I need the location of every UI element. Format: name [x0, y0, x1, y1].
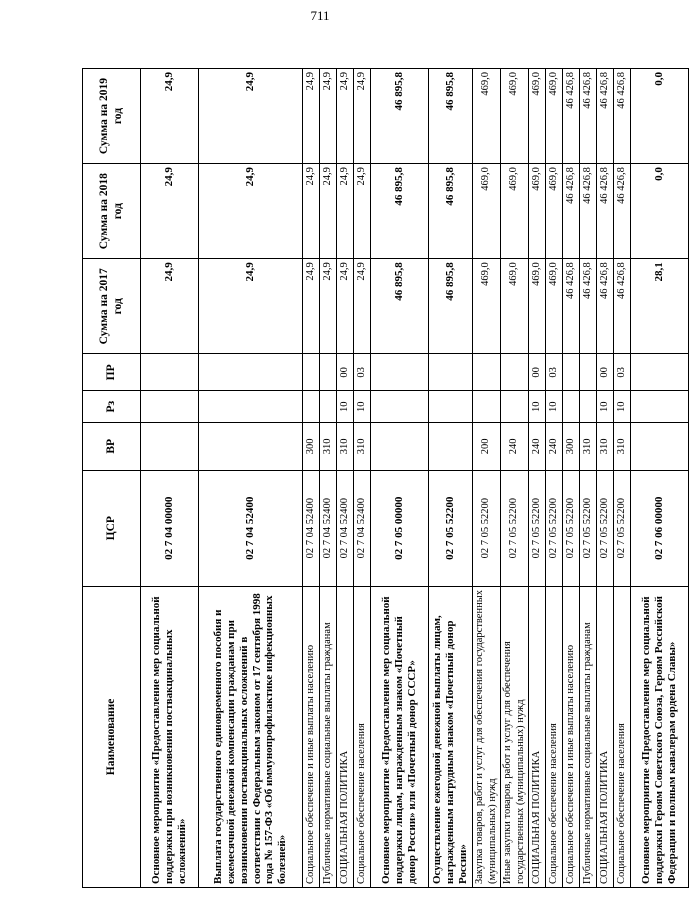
cell-vr: 310 [580, 423, 597, 471]
cell-sum-2019: 0,0 [631, 69, 689, 164]
cell-name: Социальное обеспечение населения [354, 586, 371, 887]
table-row [199, 69, 303, 888]
cell-sum-2018: 46 895,8 [371, 164, 429, 259]
page-number: 711 [310, 8, 330, 23]
cell-csr: 02 7 05 52200 [529, 470, 546, 586]
cell-vr: 310 [597, 423, 614, 471]
cell-sum-2019: 469,0 [473, 69, 501, 164]
header-csr: ЦСР [83, 470, 141, 586]
cell-sum-2017: 469,0 [546, 259, 563, 354]
cell-sum-2017: 46 426,8 [563, 259, 580, 354]
cell-pr [563, 354, 580, 391]
cell-name: Социальное обеспечение и иные выплаты населению [563, 586, 580, 887]
cell-rz: 10 [354, 391, 371, 423]
cell-pr: 03 [614, 354, 631, 391]
cell-pr [631, 354, 689, 391]
table-row [337, 69, 354, 888]
cell-csr: 02 7 04 52400 [303, 470, 320, 586]
cell-csr: 02 7 05 52200 [429, 470, 473, 586]
cell-sum-2017: 28,1 [631, 259, 689, 354]
cell-pr [429, 354, 473, 391]
cell-pr: 03 [546, 354, 563, 391]
cell-vr [429, 423, 473, 471]
cell-name: Осуществление ежегодной денежной выплаты лицам, награжденным нагрудным знаком «Почетный донор России» [429, 586, 473, 887]
cell-rz [501, 391, 529, 423]
cell-csr: 02 7 05 52200 [546, 470, 563, 586]
cell-sum-2017: 24,9 [354, 259, 371, 354]
header-sum-2019: Сумма на 2019 год [83, 69, 141, 164]
cell-pr: 03 [354, 354, 371, 391]
table-row [371, 69, 429, 888]
table-row [580, 69, 597, 888]
cell-sum-2017: 24,9 [141, 259, 199, 354]
cell-vr: 310 [320, 423, 337, 471]
cell-rz [303, 391, 320, 423]
cell-vr: 310 [354, 423, 371, 471]
cell-csr: 02 7 04 52400 [337, 470, 354, 586]
cell-vr: 300 [303, 423, 320, 471]
cell-sum-2018: 46 426,8 [614, 164, 631, 259]
header-pr: ПР [83, 354, 141, 391]
cell-sum-2017: 46 895,8 [429, 259, 473, 354]
cell-name: Закупка товаров, работ и услуг для обеспечения государственных (муниципальных) нужд [473, 586, 501, 887]
cell-name: Основное мероприятие «Предоставление мер социальной поддержки при возникновении поствакцинальных осложнений» [141, 586, 199, 887]
cell-pr: 00 [529, 354, 546, 391]
cell-vr: 310 [337, 423, 354, 471]
cell-sum-2019: 469,0 [546, 69, 563, 164]
cell-sum-2018: 46 426,8 [597, 164, 614, 259]
cell-sum-2017: 469,0 [473, 259, 501, 354]
table-row [320, 69, 337, 888]
cell-sum-2019: 46 426,8 [580, 69, 597, 164]
cell-sum-2017: 24,9 [337, 259, 354, 354]
cell-rz [580, 391, 597, 423]
cell-sum-2019: 24,9 [141, 69, 199, 164]
cell-pr [501, 354, 529, 391]
cell-vr: 240 [501, 423, 529, 471]
cell-vr [371, 423, 429, 471]
cell-sum-2018: 0,0 [631, 164, 689, 259]
cell-sum-2017: 469,0 [529, 259, 546, 354]
cell-sum-2019: 24,9 [320, 69, 337, 164]
cell-sum-2019: 46 426,8 [597, 69, 614, 164]
cell-sum-2018: 24,9 [199, 164, 303, 259]
cell-sum-2018: 24,9 [337, 164, 354, 259]
cell-name: Иные закупки товаров, работ и услуг для обеспечения государственных (муниципальных) нужд [501, 586, 529, 887]
cell-sum-2018: 24,9 [320, 164, 337, 259]
cell-rz: 10 [546, 391, 563, 423]
cell-sum-2019: 469,0 [529, 69, 546, 164]
cell-sum-2018: 469,0 [473, 164, 501, 259]
cell-vr: 300 [563, 423, 580, 471]
cell-sum-2017: 46 426,8 [614, 259, 631, 354]
cell-vr: 240 [529, 423, 546, 471]
cell-rz [141, 391, 199, 423]
cell-sum-2018: 469,0 [501, 164, 529, 259]
cell-csr: 02 7 05 52200 [597, 470, 614, 586]
cell-rz [199, 391, 303, 423]
cell-sum-2019: 469,0 [501, 69, 529, 164]
cell-rz [563, 391, 580, 423]
cell-sum-2017: 24,9 [199, 259, 303, 354]
cell-csr: 02 7 04 52400 [199, 470, 303, 586]
cell-sum-2018: 46 895,8 [429, 164, 473, 259]
cell-sum-2017: 46 895,8 [371, 259, 429, 354]
cell-sum-2017: 46 426,8 [580, 259, 597, 354]
cell-name: Публичные нормативные социальные выплаты гражданам [580, 586, 597, 887]
cell-name: Социальное обеспечение населения [546, 586, 563, 887]
header-sum-2018: Сумма на 2018 год [83, 164, 141, 259]
table-row [141, 69, 199, 888]
cell-sum-2018: 469,0 [546, 164, 563, 259]
cell-rz [429, 391, 473, 423]
cell-sum-2018: 24,9 [354, 164, 371, 259]
cell-rz: 10 [529, 391, 546, 423]
cell-vr: 200 [473, 423, 501, 471]
cell-pr [473, 354, 501, 391]
table-header-row [83, 69, 141, 888]
table-row [614, 69, 631, 888]
cell-name: Публичные нормативные социальные выплаты гражданам [320, 586, 337, 887]
cell-rz [631, 391, 689, 423]
cell-name: СОЦИАЛЬНАЯ ПОЛИТИКА [597, 586, 614, 887]
cell-name: Основное мероприятие «Предоставление мер социальной поддержки Героям Советского Союза, Героям Российской Федерации и полным кавалерам ордена Славы» [631, 586, 689, 887]
cell-csr: 02 7 04 00000 [141, 470, 199, 586]
cell-sum-2017: 24,9 [320, 259, 337, 354]
cell-sum-2019: 46 895,8 [371, 69, 429, 164]
header-sum-2017: Сумма на 2017 год [83, 259, 141, 354]
table-row [546, 69, 563, 888]
cell-vr: 310 [614, 423, 631, 471]
cell-csr: 02 7 05 52200 [473, 470, 501, 586]
cell-sum-2017: 46 426,8 [597, 259, 614, 354]
cell-sum-2019: 24,9 [337, 69, 354, 164]
cell-sum-2019: 24,9 [199, 69, 303, 164]
cell-pr [141, 354, 199, 391]
cell-rz: 10 [614, 391, 631, 423]
cell-rz: 10 [337, 391, 354, 423]
cell-csr: 02 7 06 00000 [631, 470, 689, 586]
header-rz: Рз [83, 391, 141, 423]
cell-pr [303, 354, 320, 391]
cell-sum-2018: 24,9 [141, 164, 199, 259]
cell-pr: 00 [337, 354, 354, 391]
budget-table-rotated [82, 68, 678, 888]
cell-sum-2019: 46 426,8 [614, 69, 631, 164]
table-row [303, 69, 320, 888]
cell-name: СОЦИАЛЬНАЯ ПОЛИТИКА [529, 586, 546, 887]
cell-csr: 02 7 05 52200 [563, 470, 580, 586]
cell-vr [631, 423, 689, 471]
cell-csr: 02 7 05 52200 [614, 470, 631, 586]
cell-rz [371, 391, 429, 423]
budget-table [82, 68, 689, 888]
cell-sum-2018: 46 426,8 [580, 164, 597, 259]
table-row [501, 69, 529, 888]
table-row [429, 69, 473, 888]
cell-rz: 10 [597, 391, 614, 423]
cell-name: Социальное обеспечение населения [614, 586, 631, 887]
cell-pr [320, 354, 337, 391]
cell-pr [371, 354, 429, 391]
cell-sum-2018: 469,0 [529, 164, 546, 259]
cell-vr: 240 [546, 423, 563, 471]
cell-vr [141, 423, 199, 471]
cell-sum-2017: 469,0 [501, 259, 529, 354]
table-row [354, 69, 371, 888]
cell-sum-2018: 46 426,8 [563, 164, 580, 259]
table-row [597, 69, 614, 888]
cell-name: Социальное обеспечение и иные выплаты населению [303, 586, 320, 887]
cell-rz [320, 391, 337, 423]
cell-pr: 00 [597, 354, 614, 391]
cell-csr: 02 7 04 52400 [320, 470, 337, 586]
cell-vr [199, 423, 303, 471]
cell-csr: 02 7 05 00000 [371, 470, 429, 586]
cell-rz [473, 391, 501, 423]
table-row [529, 69, 546, 888]
header-name: Наименование [83, 586, 141, 887]
cell-sum-2017: 24,9 [303, 259, 320, 354]
cell-sum-2019: 46 895,8 [429, 69, 473, 164]
cell-sum-2019: 46 426,8 [563, 69, 580, 164]
cell-name: Выплата государственного единовременного пособия и ежемесячной денежной компенсации гражданам при возникновении поствакцинальных осложнений в соответствии с Федеральным законом от 17 сентября 1998 года № 157-ФЗ «Об иммунопрофилактике инфекционных болезней» [199, 586, 303, 887]
cell-csr: 02 7 05 52200 [580, 470, 597, 586]
cell-pr [199, 354, 303, 391]
header-vr: ВР [83, 423, 141, 471]
table-row [563, 69, 580, 888]
cell-sum-2019: 24,9 [354, 69, 371, 164]
cell-sum-2019: 24,9 [303, 69, 320, 164]
cell-name: СОЦИАЛЬНАЯ ПОЛИТИКА [337, 586, 354, 887]
cell-pr [580, 354, 597, 391]
cell-sum-2018: 24,9 [303, 164, 320, 259]
cell-csr: 02 7 05 52200 [501, 470, 529, 586]
cell-name: Основное мероприятие «Предоставление мер социальной поддержки лицам, награжденным знаком «Почетный донор России» или «Почетный донор СССР» [371, 586, 429, 887]
table-row [631, 69, 689, 888]
cell-csr: 02 7 04 52400 [354, 470, 371, 586]
table-row [473, 69, 501, 888]
